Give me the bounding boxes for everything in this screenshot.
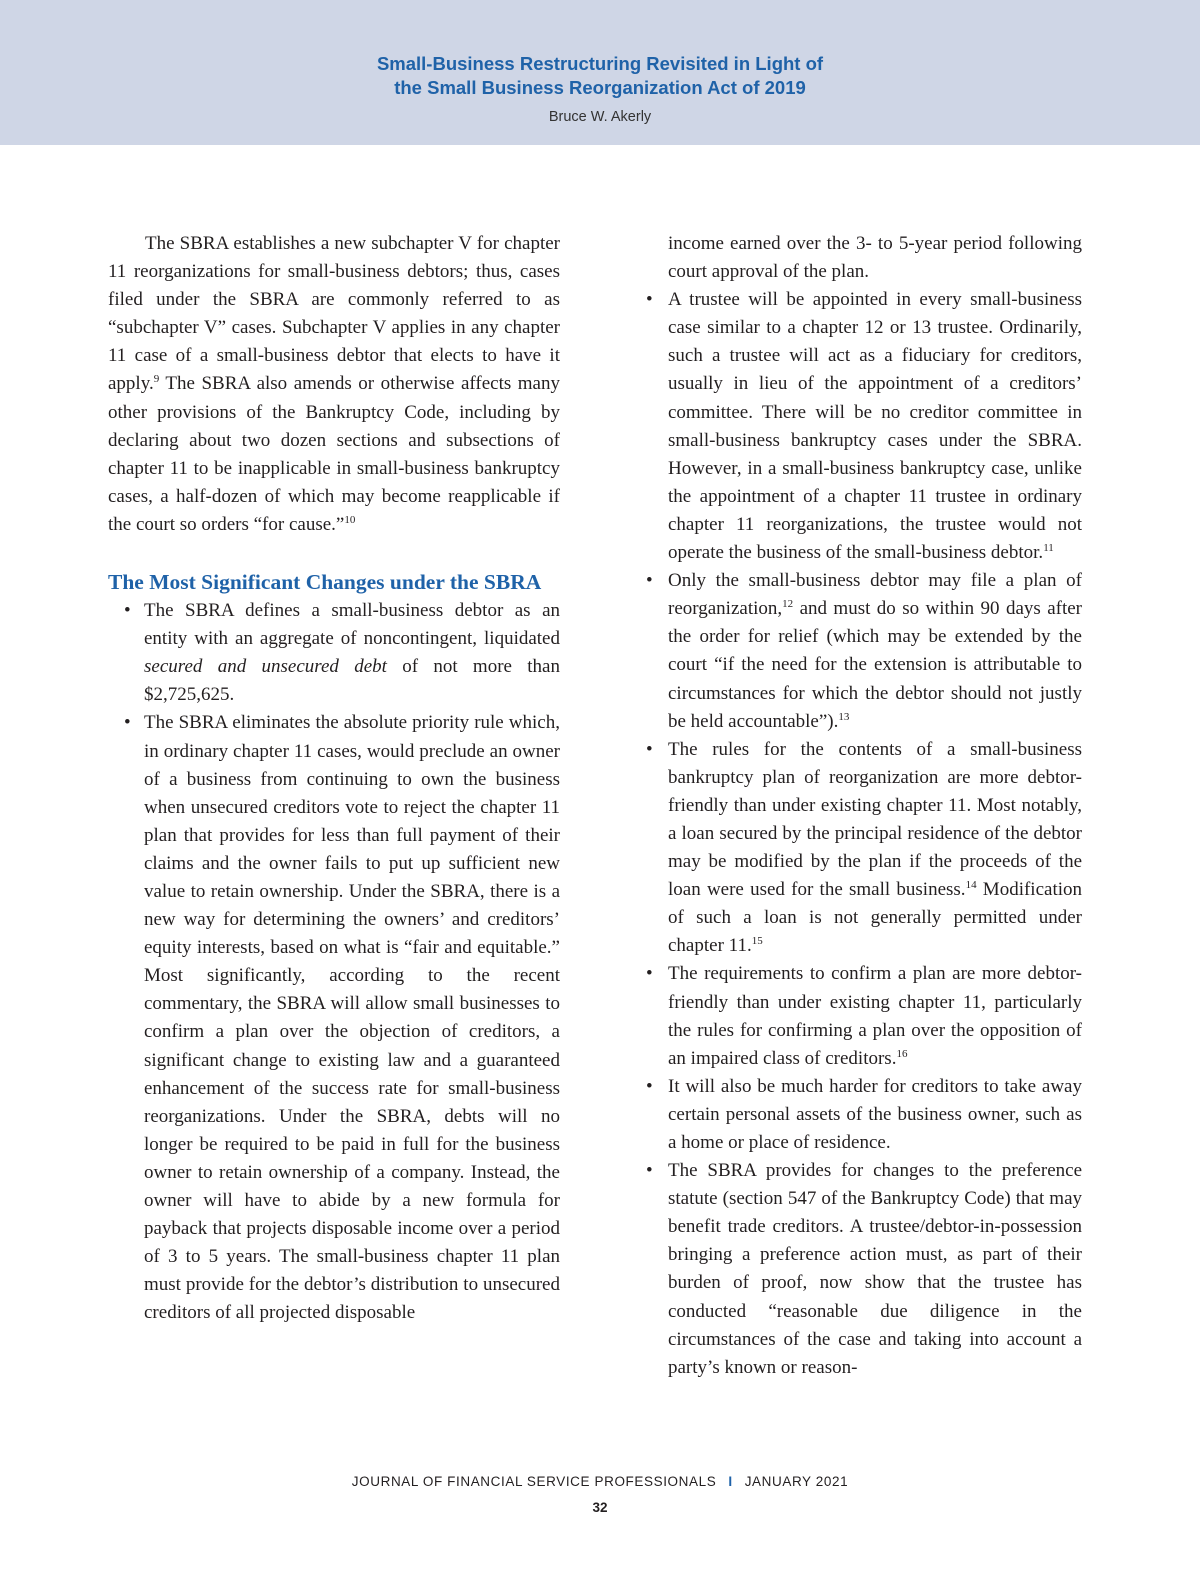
- bullet-icon: •: [646, 1160, 653, 1182]
- footnote-ref: 13: [838, 710, 850, 723]
- footnote-ref: 15: [751, 935, 763, 948]
- page-number: 32: [592, 1500, 608, 1515]
- list-item: • The SBRA provides for changes to the preference statute (section 547 of the Bankruptcy Code) that may benefit trade creditors. A trustee/debtor-in-possession bringing a preference action must, as part of their burden of proof, now show that the trustee has conducted “reasonable due diligence in the circumstances of the case and taking into account a party’s known or reason-: [646, 1157, 1082, 1382]
- list-item: • The SBRA eliminates the absolute priority rule which, in ordinary chapter 11 cases, would preclude an owner of a business from continuing to own the business when unsecured creditors vote to reject the chapter 11 plan that provides for less than full payment of their claims and the owner fails to put up sufficient new value to retain ownership. Under the SBRA, there is a new way for determining the owners’ and creditors’ equity interests, based on what is “fair and equitable.” Most significantly, according to the recent commentary, the SBRA will allow small businesses to confirm a plan over the objection of creditors, a significant change to existing law and a guaranteed enhancement of the success rate for small-business reorganizations. Under the SBRA, debts will no longer be required to be paid in full for the business owner to retain ownership of a company. Instead, the owner will have to abide by a new formula for payback that projects disposable income over a period of 3 to 5 years. The small-business chapter 11 plan must provide for the debtor’s distribution to unsecured creditors of all projected disposable: [108, 709, 560, 1327]
- continued-bullet-text: income earned over the 3- to 5-year period following court approval of the plan.: [668, 233, 1082, 283]
- list-item: • The requirements to confirm a plan are more debtor-friendly than under existing chapter 11, particularly the rules for confirming a plan over the opposition of an impaired class of creditors.$^{16}$: [646, 960, 1082, 1072]
- footnote-ref: 14: [965, 879, 977, 892]
- article-header: [0, 0, 1200, 145]
- article-author: Bruce W. Akerly: [548, 109, 652, 125]
- left-column: [108, 230, 560, 1327]
- footnote-ref: 9: [153, 373, 160, 386]
- list-item: • The SBRA defines a small-business debtor as an entity with an aggregate of noncontingent, liquidated secured and unsecured debt of not more than $2,725,625.: [108, 597, 560, 709]
- right-column: [646, 230, 1082, 1382]
- list-item: • The rules for the contents of a small-business bankruptcy plan of reorganization are more debtor-friendly than under existing chapter 11. Most notably, a loan secured by the principal residence of the debtor may be modified by the plan if the proceeds of the loan were used for the small business.$^{14}$ Modification of such a loan is not generally permitted under chapter 11.15: [646, 736, 1082, 961]
- page-footer: [0, 1474, 1200, 1489]
- list-item: • Only the small-business debtor may file a plan of reorganization,$^{12}$ and must do so within 90 days after the order for relief (which may be extended by the court “if the need for the extension is attributable to circumstances for which the debtor should not justly be held accountable”).$^{13}$: [646, 567, 1082, 736]
- changes-list-left: [108, 597, 560, 1327]
- issue-date: JANUARY 2021: [744, 1474, 849, 1489]
- journal-name: JOURNAL OF FINANCIAL SERVICE PROFESSIONALS: [351, 1474, 717, 1489]
- bullet-icon: •: [124, 712, 131, 734]
- list-item: • It will also be much harder for creditors to take away certain personal assets of the business owner, such as a home or place of residence.: [646, 1073, 1082, 1157]
- footnote-ref: 16: [896, 1047, 908, 1060]
- list-item: • A trustee will be appointed in every small-business case similar to a chapter 12 or 13 trustee. Ordinarily, such a trustee will act as a fiduciary for creditors, usually in lieu of the appointment of a creditors’ committee. There will be no creditor committee in small-business bankruptcy cases under the SBRA. However, in a small-business bankruptcy case, unlike the appointment of a chapter 11 trustee in ordinary chapter 11 reorganizations, the trustee would not operate the business of the small-business debtor.$^{11}$: [646, 286, 1082, 567]
- section-heading: The Most Significant Changes under the SBRA: [108, 570, 542, 595]
- footnote-ref: 11: [1043, 542, 1054, 555]
- bullet-icon: •: [646, 1075, 653, 1097]
- bullet-icon: •: [646, 570, 653, 592]
- bullet-icon: •: [646, 738, 653, 760]
- changes-list-right: [646, 286, 1082, 1382]
- footnote-ref: 10: [344, 513, 356, 526]
- bullet-icon: •: [124, 600, 131, 622]
- footnote-ref: 12: [782, 598, 794, 611]
- bullet-icon: •: [646, 289, 653, 311]
- footer-separator: I: [728, 1474, 733, 1489]
- article-title-line-1: Small-Business Restructuring Revisited in Light of: [376, 53, 824, 74]
- bullet-icon: •: [646, 963, 653, 985]
- article-title-line-2: the Small Business Reorganization Act of 2019: [394, 77, 806, 98]
- intro-paragraph: The SBRA establishes a new subchapter V for chapter 11 reorganizations for small-business debtors; thus, cases filed under the SBRA are commonly referred to as “subchapter V” cases. Subchapter V applies in any chapter 11 case of a small-business debtor that elects to have it apply.$^9$ The SBRA also amends or otherwise affects many other provisions of the Bankruptcy Code, including by declaring about two dozen sections and subsections of chapter 11 to be inapplicable in small-business bankruptcy cases, a half-dozen of which may become reapplicable if the court so orders “for cause.”$^{10}$: [108, 233, 560, 535]
